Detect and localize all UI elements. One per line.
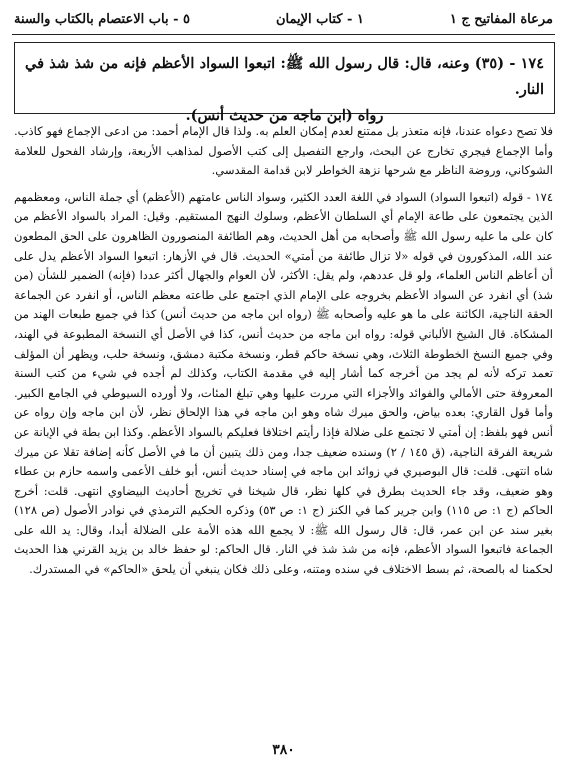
commentary-paragraph: ١٧٤ - قوله (اتبعوا السواد) السواد في اللغة العدد الكثير، وسواد الناس عامتهم (الأعظم) أي جملة الناس، ومعظمهم الذين يجتمعون على طاعة الإمام أي السلطان الأعظم، وسلوك النهج المستقيم. وقيل: المراد بالسواد الأعظم من كان على ما عليه رسول الله ﷺ وأصحابه من أهل الحديث، وهم الطائفة المنصورون الظاهرون على الحق المطعون عند الله، المذكورون في قوله «لا تزال طائفة من أمتي» الحديث. قال في الأزهار: اتبعوا السواد الأعظم يدل على أن أعاظم الناس العلماء، ولو قل عددهم، ولم يقل: الأكثر، لأن العوام والجهال أكثر عددا (فإنه) الضمير للشأن (من شذ) أي انفرد عن السواد الأعظم بخروجه على الإمام الذي اجتمع على طاعته معظم الناس، أو انفرد عن الجماعة الحقة الناجية، الكائنة على ما هو عليه وأصحابه ﷺ (رواه ابن ماجه من حديث أنس) كذا في جميع طبعات الهند من المشكاة. قال الشيخ الألباني قوله: رواه ابن ماجه من حديث أنس، كذا في الأصل أي النسخة المطبوعة في الهند، وفي جميع النسخ الخطوطة الثلاث، وهي نسخة حاكم قطر، ونسخة مكتبة دمشق، ونسخة حلب، ويظهر أن المؤلف تعمد تركه لأنه لم يجد من أخرجه كما أشار إليه في مقدمة الكتاب، وكذلك لم أجده في شيء من كتب السنة المعروفة حتى الأمالي والفوائد والأجزاء التي مررت عليها وهي تبلغ المئات، ولا أورده السيوطي في الجامع الكبير. وأما قول القاري: بعده بياض، والحق ميرك شاه وهو ابن ماجه في هذا الإلحاق نظر، لأن ابن ماجه وإن رواه عن أنس فهو بلفظ: إن أمتي لا تجتمع على ضلالة فإذا رأيتم اختلافا فعليكم بالسواد الأعظم. وكذا ابن بطة في الإبانة عن شريعة الفرقة الناجية، (ق ١٤٥ / ٢) وسنده ضعيف جدا، ومن ذلك يتبين أن ما في الأصل كأنه إضافة تقلا عن ميرك شاه انتهى. قلت: قال البوصيري في زوائد ابن ماجه في إسناد حديث أنس، أبو خلف الأعمى واسمه حازم بن عطاء وهو ضعيف، وقد جاء الحديث بطرق في كلها نظر، قال شيخنا في تخريج أحاديث البيضاوي انتهى. قلت: أخرج الحاكم (ج ١: ص ١١٥) وابن جرير كما في الكنز (ج ١: ص ٥٣) وذكره الحكيم الترمذي في نوادر الأصول (ص ١٢٨) بغير سند عن ابن عمر، قال: قال رسول الله ﷺ: لا يجمع الله هذه الأمة على الضلالة أبدا، وقال: يد الله على الجماعة فاتبعوا السواد الأعظم، فإنه من شذ شذ في النار. قال الحاكم: لو حفظ خالد بن يزيد القرني هذا الحديث لحكمنا له بالصحة، ثم بسط الاختلاف في سنده ومتنه، وعلى ذلك فكان ينبغي أن يلحق «الحاكم» في المستدرك. [14,189,553,577]
section-title: ٥ - باب الاعتصام بالكتاب والسنة [14,11,190,27]
hadith-box [14,42,555,124]
commentary-paragraph: فلا تصح دعواه عندنا، فإنه متعذر بل ممتنع لعدم إمكان العلم به. ولذا قال الإمام أحمد: من ادعى الإجماع فهو كاذب. وأما الإجماع فيجري تخارج عن البحث، وارجع التفصيل إلى كتب الأصول لمذاهب الأربعة، وإرشاد الفحول للعلامة الشوكاني، وروضة الناظر مع شرحها نزهة الخواطر لابن قدامة المقدسي. [14,124,553,178]
header-divider [12,34,555,35]
hadith-text: ١٧٤ - (٣٥) وعنه، قال: قال رسول الله ﷺ: اتبعوا السواد الأعظم فإنه من شذ شذ في النار. [25,55,544,98]
book-chapter: ١ - كتاب الإيمان [275,11,364,27]
running-header [14,6,553,32]
book-title: مرعاة المفاتيح ج ١ [449,11,553,27]
hadith-source: رواه (ابن ماجه من حديث أنس). [185,107,384,124]
commentary-body [14,122,553,734]
page-number: ٣٨٠ [272,742,295,758]
